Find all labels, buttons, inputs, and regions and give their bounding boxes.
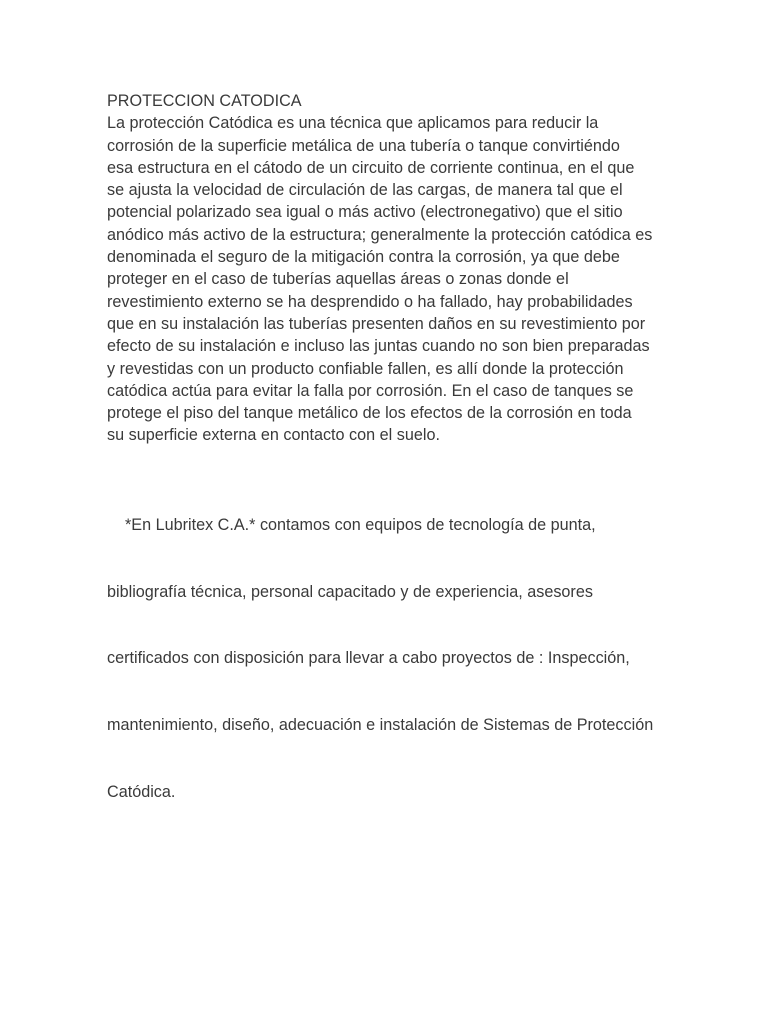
paragraph-line: Catódica. (107, 783, 176, 802)
document-page (107, 90, 667, 848)
paragraph-line: que en su instalación las tuberías presenten daños en su revestimiento por (107, 314, 646, 333)
paragraph-lubritex (107, 469, 667, 848)
paragraph-line: protege el piso del tanque metálico de los efectos de la corrosión en toda (107, 404, 632, 423)
paragraph-line: anódico más activo de la estructura; generalmente la protección catódica es (107, 225, 653, 244)
paragraph-line: La protección Catódica es una técnica que aplicamos para reducir la (107, 114, 599, 133)
paragraph-line: *En Lubritex C.A.* contamos con equipos de tecnología de punta, (107, 515, 596, 534)
paragraph-cathodic-protection (107, 112, 667, 446)
paragraph-line: se ajusta la velocidad de circulación de las cargas, de manera tal que el (107, 181, 623, 200)
paragraph-line: mantenimiento, diseño, adecuación e instalación de Sistemas de Protección (107, 716, 654, 735)
paragraph-line: su superficie externa en contacto con el suelo. (107, 426, 440, 445)
paragraph-line: corrosión de la superficie metálica de una tubería o tanque convirtiéndo (107, 136, 620, 155)
paragraph-line: esa estructura en el cátodo de un circuito de corriente continua, en el que (107, 158, 635, 177)
paragraph-line: potencial polarizado sea igual o más activo (electronegativo) que el sitio (107, 203, 623, 222)
paragraph-line: certificados con disposición para llevar a cabo proyectos de : Inspección, (107, 649, 630, 668)
paragraph-line: denominada el seguro de la mitigación contra la corrosión, ya que debe (107, 248, 620, 267)
paragraph-line: revestimiento externo se ha desprendido o ha fallado, hay probabilidades (107, 292, 633, 311)
paragraph-line: efecto de su instalación e incluso las juntas cuando no son bien preparadas (107, 337, 650, 356)
paragraph-line: y revestidas con un producto confiable fallen, es allí donde la protección (107, 359, 624, 378)
paragraph-line: catódica actúa para evitar la falla por corrosión. En el caso de tanques se (107, 381, 634, 400)
paragraph-spacer (107, 447, 667, 469)
document-title: PROTECCION CATODICA (107, 92, 302, 110)
paragraph-line: proteger en el caso de tuberías aquellas áreas o zonas donde el (107, 270, 569, 289)
paragraph-line: bibliografía técnica, personal capacitado y de experiencia, asesores (107, 582, 593, 601)
